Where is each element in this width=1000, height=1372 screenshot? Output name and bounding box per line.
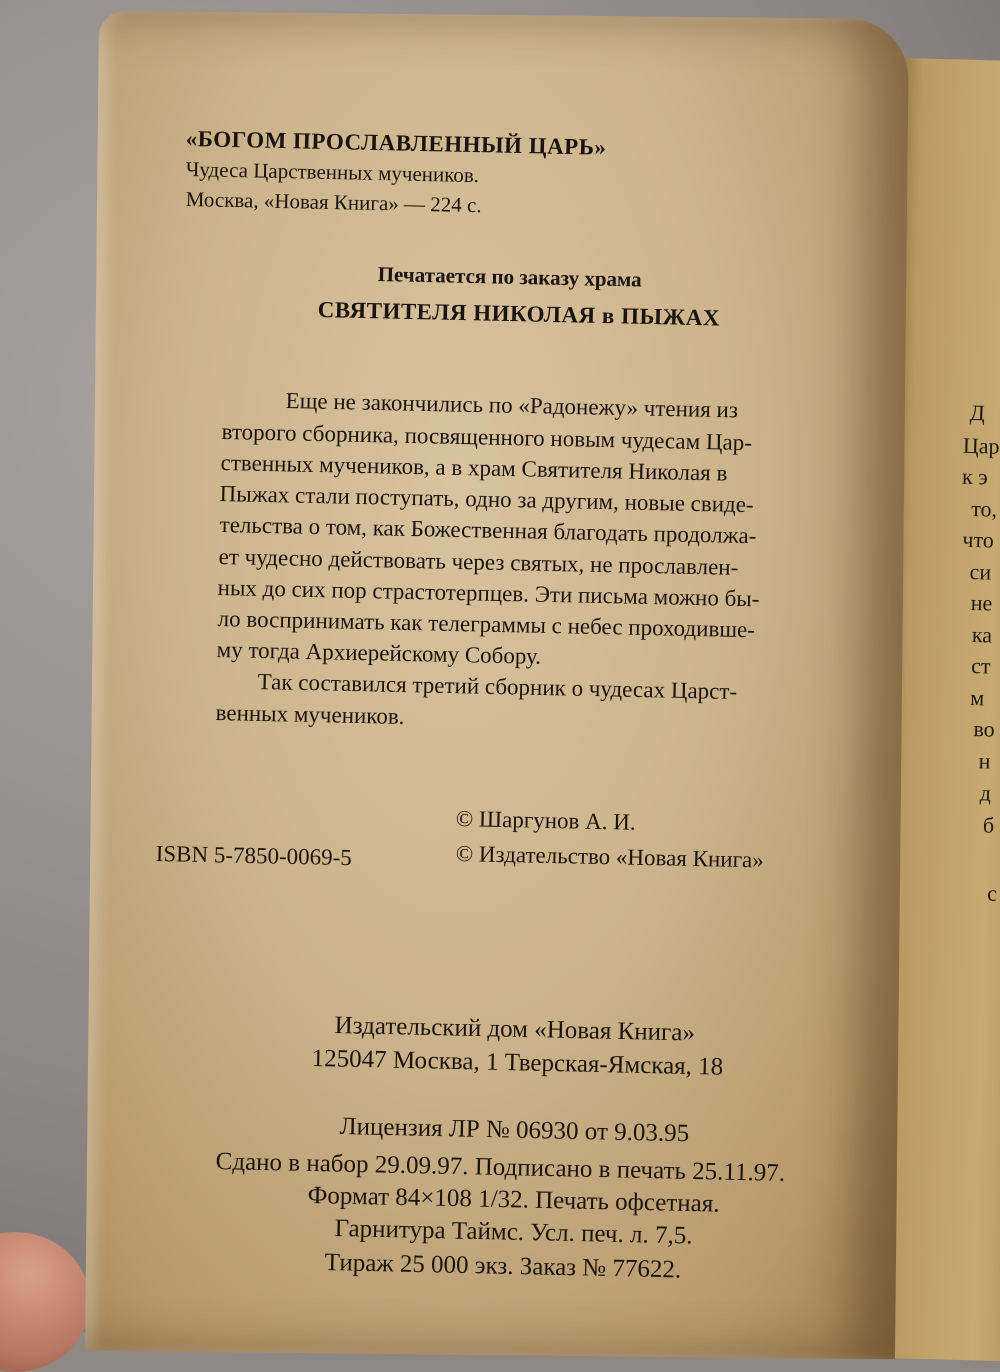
license: Лицензия ЛР № 06930 от 9.03.95 [339,1113,690,1148]
next-page-fragment: во [973,716,996,742]
print-format: Формат 84×108 1/32. Печать офсетная. [307,1182,720,1218]
book-subtitle: Чудеса Царственных мучеников. [185,157,480,188]
next-page-fragment: ка [971,622,993,648]
next-page-fragment: м [970,685,985,711]
body-line: тельства о том, как Божественная благодать продолжа- [219,511,757,549]
typeface-info: Гарнитура Таймс. Усл. печ. л. 7,5. [334,1215,693,1250]
book-imprint: Москва, «Новая Книга» — 224 с. [185,187,482,218]
print-run: Тираж 25 000 экз. Заказ № 77622. [324,1249,682,1284]
next-page-fragment: то, [970,495,998,522]
next-page-fragment: си [969,558,992,585]
body-line: Еще не закончились по «Радонежу» чтения из [285,387,739,423]
copyright-publisher: © Издательство «Новая Книга» [455,841,765,873]
body-line: ных до сих пор страстотерпцев. Эти письма можно бы- [217,574,760,612]
isbn: ISBN 5-7850-0069-5 [155,841,353,871]
body-line: венных мучеников. [215,699,405,729]
book-title: «БОГОМ ПРОСЛАВЛЕННЫЙ ЦАРЬ» [185,126,607,160]
next-page-fragment: н [978,748,991,774]
next-page-fragment: что [962,526,995,553]
order-line: Печатается по заказу храма [377,262,642,292]
body-line: второго сборника, посвященного новым чудесам Цар- [221,418,753,456]
next-page-fragment: ст [970,653,991,679]
copyright-author: © Шаргунов А. И. [455,806,636,835]
next-page-fragment: Цар [962,432,1000,459]
next-page-fragment: с [986,880,998,906]
body-line: Пыжах стали поступать, одно за другим, новые свиде- [219,480,754,518]
print-dates: Сдано в набор 29.09.97. Подписано в печать 25.11.97. [215,1148,786,1187]
church-name: СВЯТИТЕЛЯ НИКОЛАЯ в ПЫЖАХ [317,297,721,331]
publishing-house: Издательский дом «Новая Книга» [334,1012,696,1047]
next-page-fragment: д [979,780,992,806]
publisher-address: 125047 Москва, 1 Тверская-Ямская, 18 [311,1045,724,1081]
next-page-fragment: Д [969,399,986,426]
body-line: ло воспринимать как телеграммы с небес проходивше- [217,605,756,643]
body-line: ственных мучеников, а в храм Святителя Николая в [220,449,728,486]
next-page-fragment: к э [961,463,989,490]
body-line: ет чудесно действовать через святых, не прославлен- [218,543,739,580]
body-line: Так составился третий сборник о чудесах Царст- [257,668,738,705]
next-page-fragment: б [982,812,995,838]
body-line: му тогда Архиерейскому Собору. [216,636,542,669]
next-page-fragment: не [970,589,993,616]
